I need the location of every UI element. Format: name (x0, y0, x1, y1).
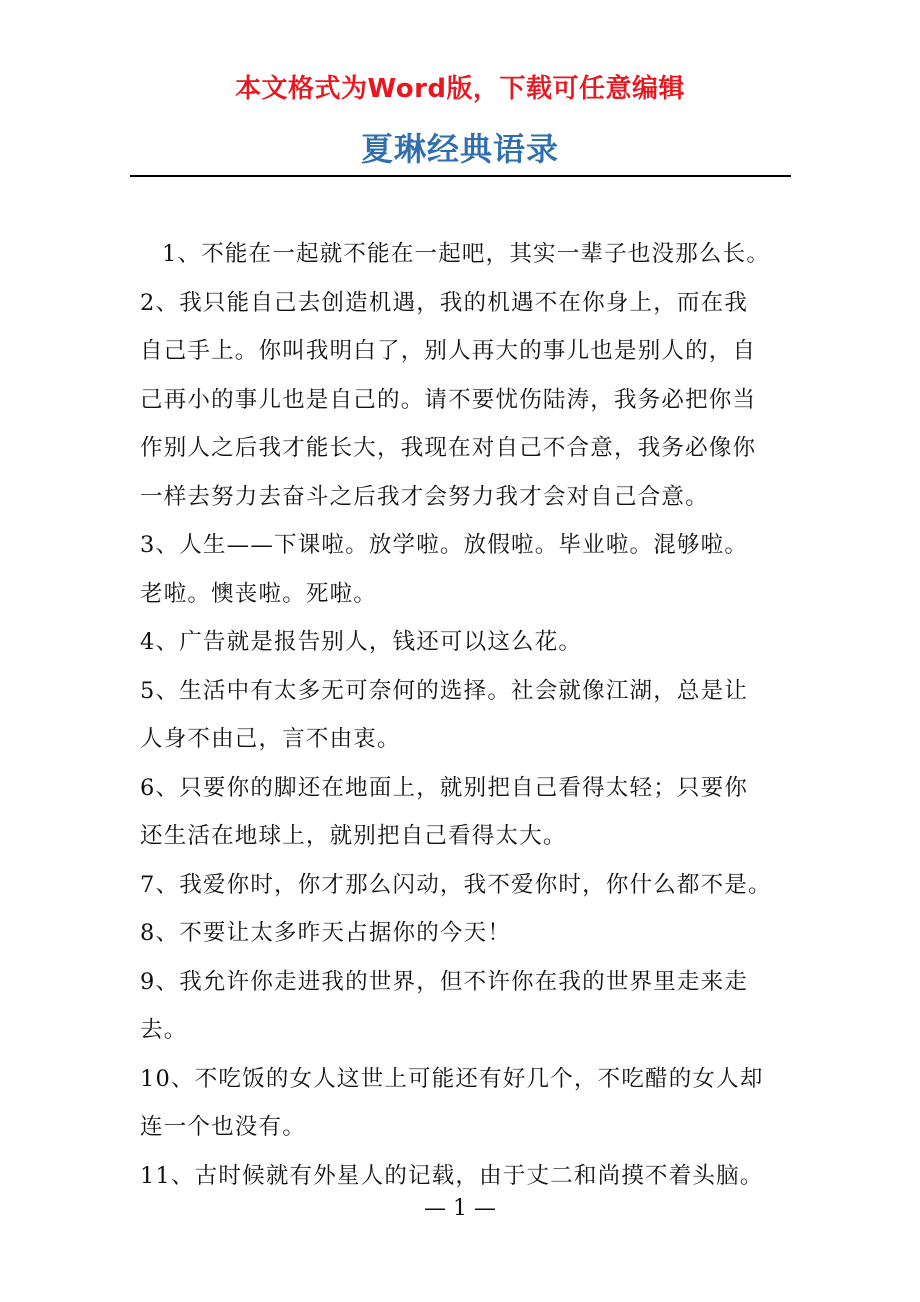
text-line: 5、生活中有太多无可奈何的选择。社会就像江湖，总是让 (140, 677, 749, 704)
text-line: 去。 (140, 1017, 188, 1043)
text-line: 3、人生——下课啦。放学啦。放假啦。毕业啦。混够啦。 (140, 532, 749, 558)
text-line: 4、广告就是报告别人，钱还可以这么花。 (140, 629, 583, 655)
text-line: 1、不能在一起就不能在一起吧，其实一辈子也没那么长。 (162, 241, 771, 267)
text-line: 7、我爱你时，你才那么闪动，我不爱你时，你什么都不是。 (140, 871, 772, 898)
text-line: 老啦。懊丧啦。死啦。 (140, 580, 378, 607)
title-divider (130, 175, 791, 177)
text-line: 9、我允许你走进我的世界，但不许你在我的世界里走来走 (140, 968, 749, 995)
text-line: 2、我只能自己去创造机遇，我的机遇不在你身上，而在我 (140, 289, 749, 316)
text-line: 连一个也没有。 (140, 1114, 306, 1140)
text-line: 还生活在地球上，就别把自己看得太大。 (140, 823, 567, 849)
text-line: 11、古时候就有外星人的记载，由于丈二和尚摸不着头脑。 (140, 1162, 764, 1189)
quote-body (140, 230, 800, 1200)
text-line: 自己手上。你叫我明白了，别人再大的事儿也是别人的，自 (140, 338, 757, 364)
format-notice-banner: 本文格式为Word版，下载可任意编辑 (234, 74, 686, 104)
text-line: 8、不要让太多昨天占据你的今天！ (140, 920, 512, 946)
text-line: 己再小的事儿也是自己的。请不要忧伤陆涛，我务必把你当 (140, 386, 757, 413)
text-line: 10、不吃饭的女人这世上可能还有好几个，不吃醋的女人却 (140, 1065, 764, 1092)
document-title: 夏琳经典语录 (360, 130, 559, 168)
text-line: 一样去努力去奋斗之后我才会努力我才会对自己合意。 (140, 483, 709, 510)
text-line: 6、只要你的脚还在地面上，就别把自己看得太轻；只要你 (140, 774, 749, 801)
text-line: 人身不由己，言不由衷。 (140, 726, 401, 752)
page-number: — 1 — (424, 1196, 496, 1221)
text-line: 作别人之后我才能长大，我现在对自己不合意，我务必像你 (140, 435, 757, 461)
